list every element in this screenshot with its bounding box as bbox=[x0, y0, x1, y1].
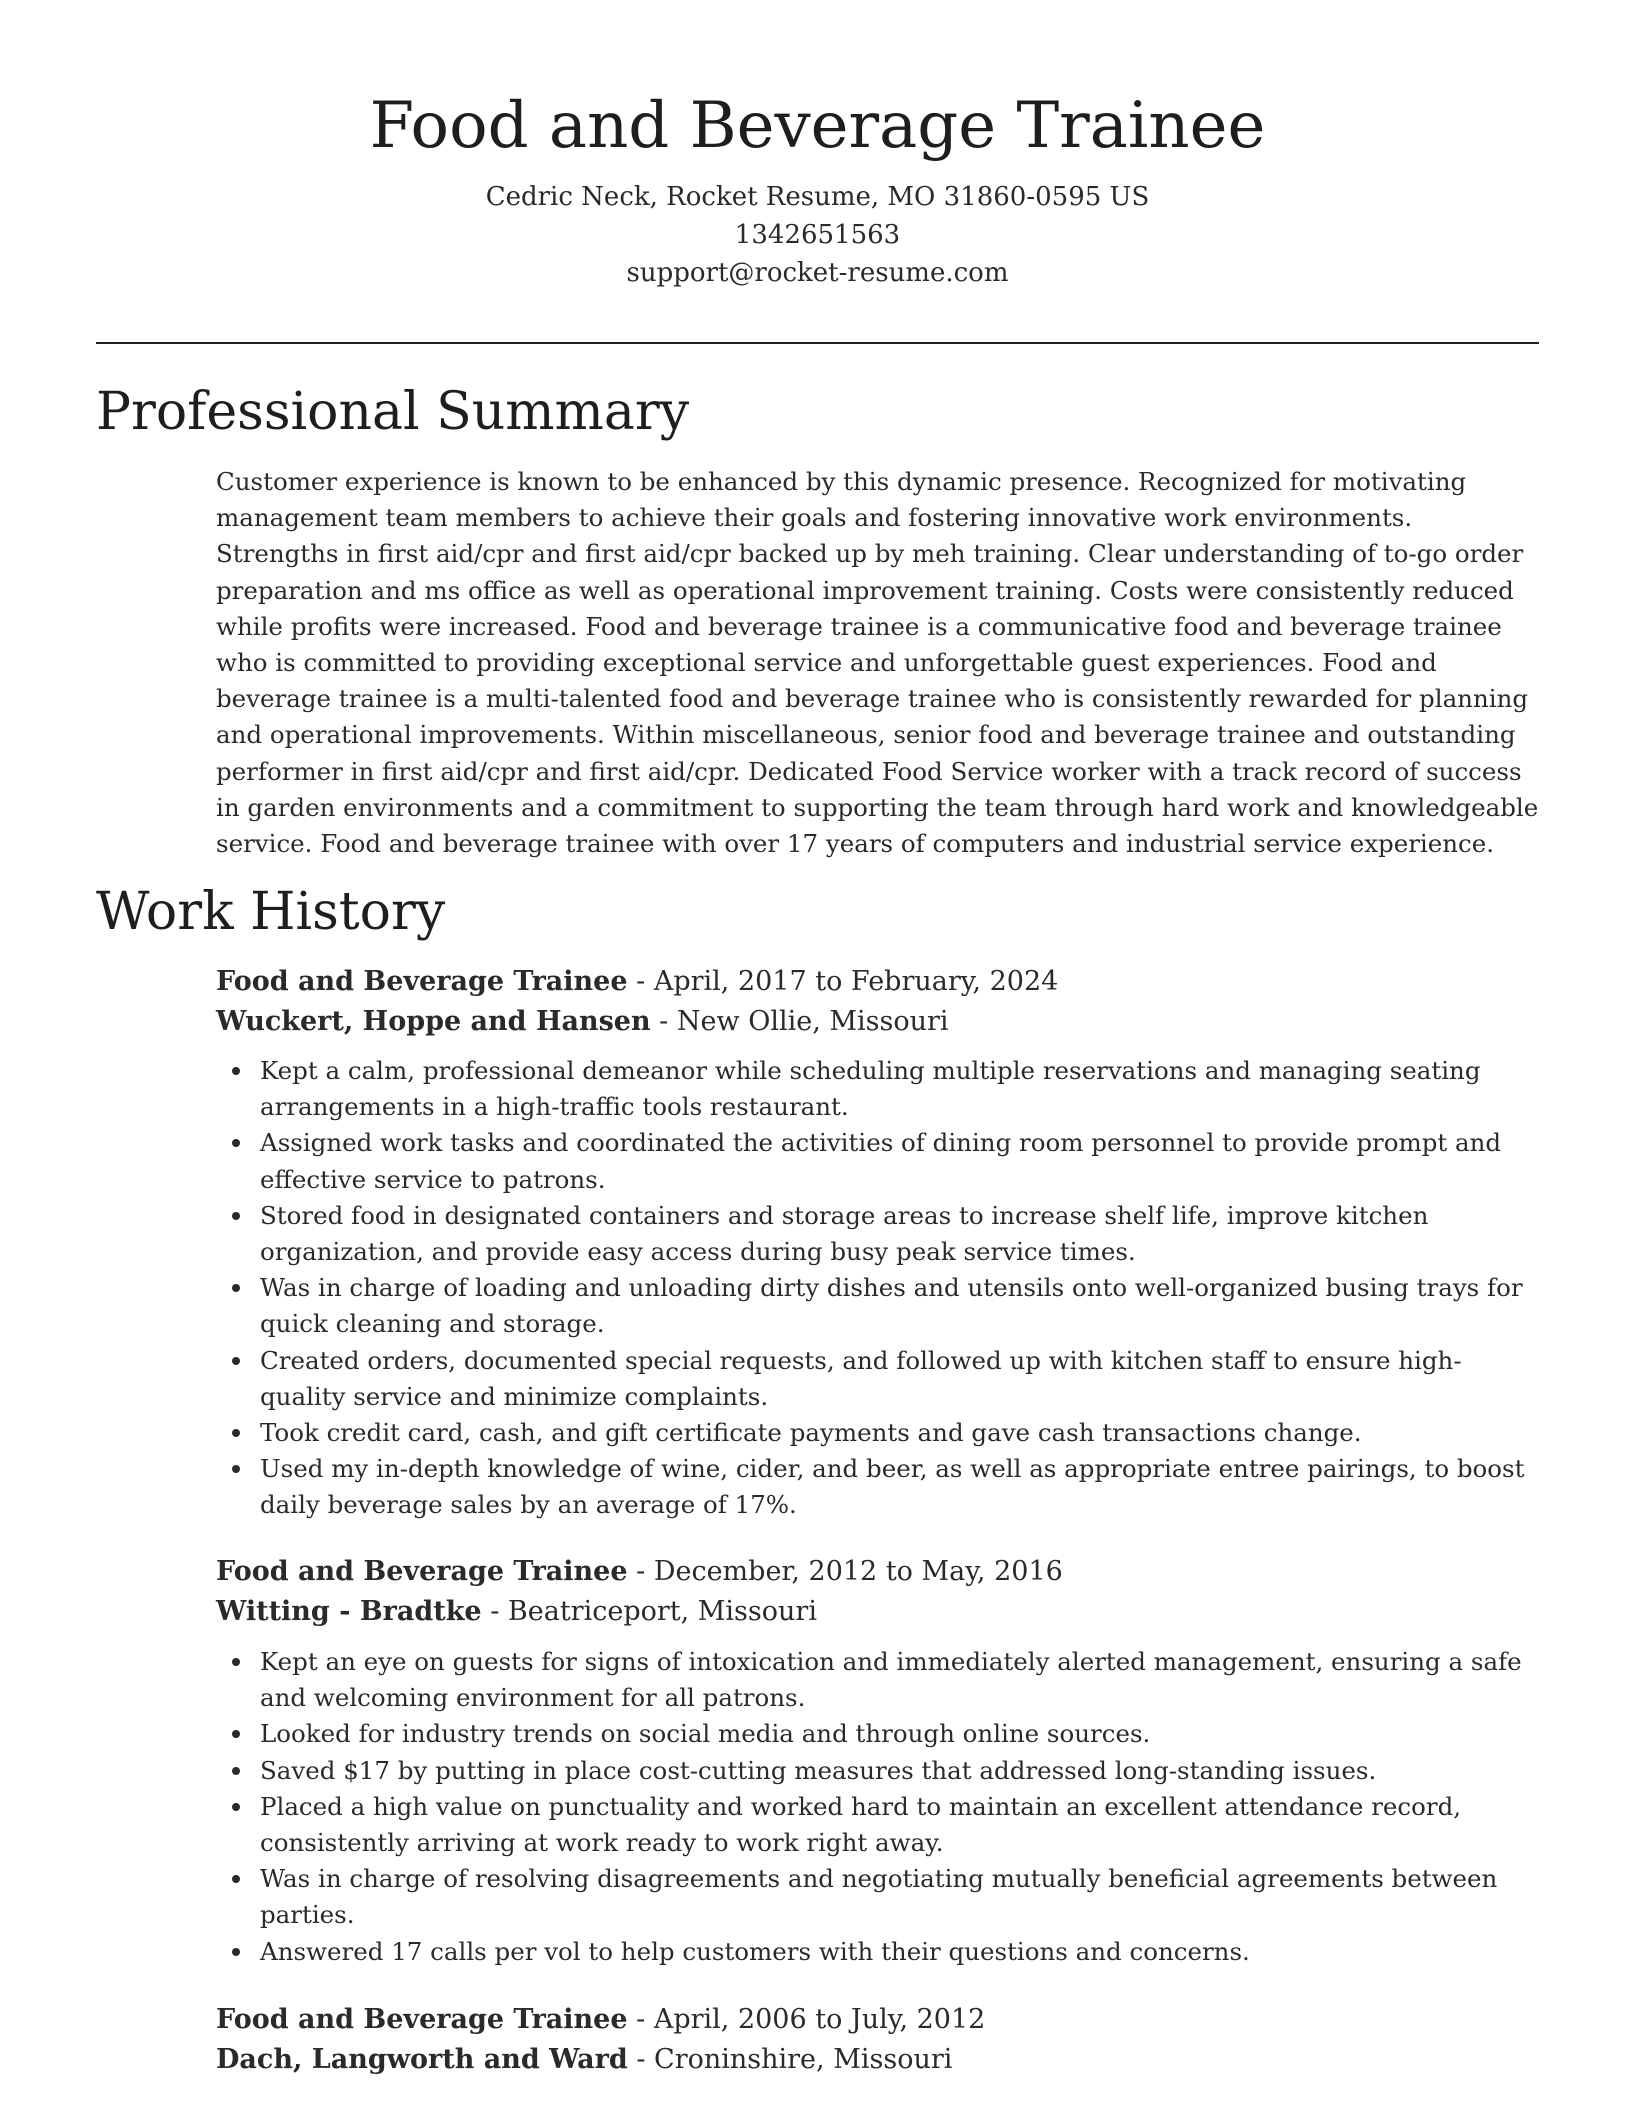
duty-item: Used my in-depth knowledge of wine, cider, and beer, as well as appropriate entree pairings, to boost daily beverage sales by an average of 17%. bbox=[260, 1451, 1541, 1523]
job-dates: April, 2017 to February, 2024 bbox=[653, 966, 1059, 997]
job-title-line bbox=[216, 1552, 1541, 1592]
contact-phone: 1342651563 bbox=[734, 220, 901, 250]
resume-header bbox=[96, 86, 1539, 292]
resume-title: Food and Beverage Trainee bbox=[369, 89, 1266, 163]
job-location: Croninshire, Missouri bbox=[654, 2044, 953, 2075]
job-company-line bbox=[216, 1592, 1541, 1632]
separator: - bbox=[481, 1596, 508, 1627]
duty-item: Answered 17 calls per vol to help customers with their questions and concerns. bbox=[260, 1934, 1541, 1970]
duty-item: Created orders, documented special requests, and followed up with kitchen staff to ensure high-quality service and minimize complaints. bbox=[260, 1343, 1541, 1415]
job-company-line bbox=[216, 1002, 1541, 1042]
duty-item: Looked for industry trends on social media and through online sources. bbox=[260, 1716, 1541, 1752]
contact-email: support@rocket-resume.com bbox=[626, 258, 1009, 288]
job-title: Food and Beverage Trainee bbox=[216, 966, 628, 997]
duty-item: Placed a high value on punctuality and worked hard to maintain an excellent attendance record, consistently arriving at work ready to work right away. bbox=[260, 1789, 1541, 1861]
duty-item: Stored food in designated containers and storage areas to increase shelf life, improve kitchen organization, and provide easy access during busy peak service times. bbox=[260, 1198, 1541, 1270]
work-history-heading: Work History bbox=[96, 882, 446, 942]
job-location: New Ollie, Missouri bbox=[676, 1006, 949, 1037]
header-divider bbox=[96, 342, 1539, 344]
job-title-line bbox=[216, 2000, 1541, 2040]
job-title: Food and Beverage Trainee bbox=[216, 1556, 628, 1587]
separator: - bbox=[650, 1006, 677, 1037]
duty-item: Was in charge of loading and unloading dirty dishes and utensils onto well-organized busing trays for quick cleaning and storage. bbox=[260, 1270, 1541, 1342]
job-duties-list bbox=[216, 1053, 1541, 1524]
duty-item: Took credit card, cash, and gift certificate payments and gave cash transactions change. bbox=[260, 1415, 1541, 1451]
duty-item: Was in charge of resolving disagreements and negotiating mutually beneficial agreements between parties. bbox=[260, 1861, 1541, 1933]
job-company: Dach, Langworth and Ward bbox=[216, 2044, 628, 2075]
job-company-line bbox=[216, 2040, 1541, 2080]
contact-address: Cedric Neck, Rocket Resume, MO 31860-0595 US bbox=[485, 182, 1150, 212]
duty-item: Assigned work tasks and coordinated the activities of dining room personnel to provide prompt and effective service to patrons. bbox=[260, 1125, 1541, 1197]
summary-text: Customer experience is known to be enhanced by this dynamic presence. Recognized for motivating management team members to achieve their goals and fostering innovative work environments. Strengths in first aid/cpr and first aid/cpr backed up by meh training. Clear understanding of to-go order preparation and ms office as well as operational improvement training. Costs were consistently reduced while profits were increased. Food and beverage trainee is a communicative food and beverage trainee who is committed to providing exceptional service and unforgettable guest experiences. Food and beverage trainee is a multi-talented food and beverage trainee who is consistently rewarded for planning and operational improvements. Within miscellaneous, senior food and beverage trainee and outstanding performer in first aid/cpr and first aid/cpr. Dedicated Food Service worker with a track record of success in garden environments and a commitment to supporting the team through hard work and knowledgeable service. Food and beverage trainee with over 17 years of computers and industrial service experience. bbox=[216, 467, 1539, 859]
separator: - bbox=[627, 966, 654, 997]
job-company: Witting - Bradtke bbox=[216, 1596, 482, 1627]
duty-item: Saved $17 by putting in place cost-cutting measures that addressed long-standing issues. bbox=[260, 1753, 1541, 1789]
job-company: Wuckert, Hoppe and Hansen bbox=[216, 1006, 651, 1037]
duty-item: Kept a calm, professional demeanor while scheduling multiple reservations and managing seating arrangements in a high-traffic tools restaurant. bbox=[260, 1053, 1541, 1125]
job-dates: December, 2012 to May, 2016 bbox=[653, 1556, 1063, 1587]
job-dates: April, 2006 to July, 2012 bbox=[653, 2004, 986, 2035]
job-duties-list bbox=[216, 1644, 1541, 1970]
job-title: Food and Beverage Trainee bbox=[216, 2004, 628, 2035]
separator: - bbox=[627, 2004, 654, 2035]
job-title-line bbox=[216, 962, 1541, 1002]
duty-item: Kept an eye on guests for signs of intoxication and immediately alerted management, ensuring a safe and welcoming environment for all patrons. bbox=[260, 1644, 1541, 1716]
separator: - bbox=[627, 1556, 654, 1587]
summary-heading: Professional Summary bbox=[96, 382, 690, 442]
job-location: Beatriceport, Missouri bbox=[507, 1596, 817, 1627]
separator: - bbox=[627, 2044, 655, 2075]
